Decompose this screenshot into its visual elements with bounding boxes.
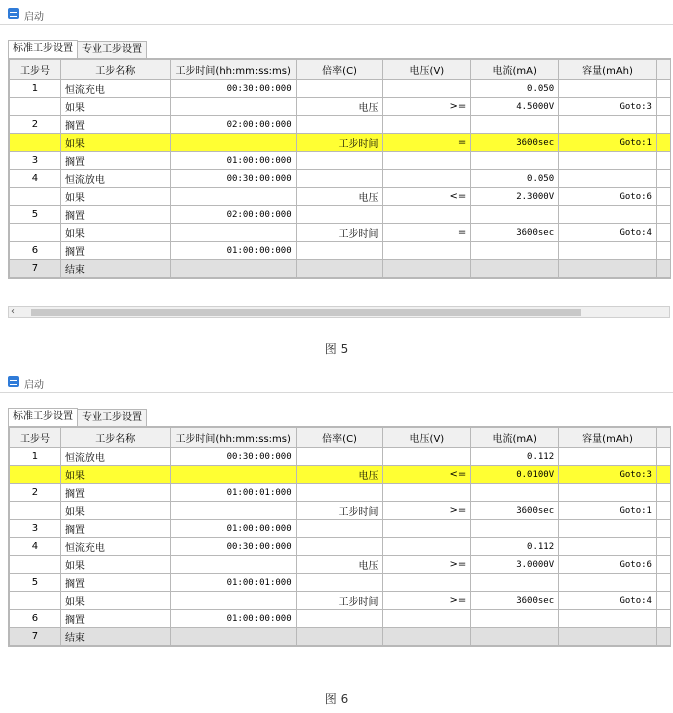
cell-step-no[interactable]: [10, 188, 61, 206]
cell-step-no[interactable]: [10, 592, 61, 610]
horizontal-scrollbar[interactable]: [8, 306, 670, 318]
cell-rate[interactable]: [296, 242, 383, 260]
column-header-capacity[interactable]: 容量(mAh): [559, 428, 657, 448]
cell-step-no[interactable]: 4: [10, 538, 61, 556]
column-header-step-time[interactable]: 工步时间(hh:mm:ss:ms): [170, 428, 296, 448]
cell-step-no[interactable]: 5: [10, 574, 61, 592]
cell-step-no[interactable]: 7: [10, 628, 61, 646]
cell-current[interactable]: [471, 260, 559, 278]
cell-rate[interactable]: [296, 520, 383, 538]
cell-step-no[interactable]: [10, 466, 61, 484]
cell-capacity[interactable]: [559, 484, 657, 502]
table-row[interactable]: [10, 448, 671, 466]
cell-current[interactable]: [471, 116, 559, 134]
cell-overflow: [656, 242, 670, 260]
cell-voltage[interactable]: =: [383, 224, 471, 242]
cell-step-no[interactable]: 2: [10, 484, 61, 502]
cell-capacity[interactable]: [559, 538, 657, 556]
cell-voltage[interactable]: [383, 260, 471, 278]
cell-step-no[interactable]: 1: [10, 448, 61, 466]
cell-step-no[interactable]: 6: [10, 610, 61, 628]
cell-voltage[interactable]: [383, 448, 471, 466]
cell-voltage[interactable]: >=: [383, 502, 471, 520]
cell-current[interactable]: 0.112: [471, 448, 559, 466]
cell-current[interactable]: [471, 610, 559, 628]
cell-overflow: [656, 152, 670, 170]
table-row[interactable]: [10, 188, 671, 206]
cell-current[interactable]: 0.050: [471, 80, 559, 98]
cell-capacity[interactable]: [559, 574, 657, 592]
cell-voltage[interactable]: [383, 520, 471, 538]
cell-step-time[interactable]: [170, 98, 296, 116]
cell-voltage[interactable]: >=: [383, 556, 471, 574]
table-row[interactable]: [10, 152, 671, 170]
step-table: [9, 59, 671, 278]
tab-bar: [8, 40, 146, 58]
cell-step-time[interactable]: 01:00:00:000: [170, 610, 296, 628]
cell-step-name[interactable]: 搁置: [60, 520, 170, 538]
cell-step-time[interactable]: 01:00:00:000: [170, 242, 296, 260]
table-row[interactable]: [10, 592, 671, 610]
cell-overflow: [656, 188, 670, 206]
cell-overflow: [656, 260, 670, 278]
table-row[interactable]: [10, 98, 671, 116]
cell-voltage[interactable]: [383, 170, 471, 188]
cell-capacity[interactable]: [559, 170, 657, 188]
column-header-voltage[interactable]: 电压(V): [383, 428, 471, 448]
cell-step-no[interactable]: 4: [10, 170, 61, 188]
cell-capacity[interactable]: Goto:4: [559, 224, 657, 242]
cell-step-name[interactable]: 如果: [60, 98, 170, 116]
cell-step-name[interactable]: 搁置: [60, 242, 170, 260]
cell-rate[interactable]: [296, 170, 383, 188]
cell-rate[interactable]: [296, 484, 383, 502]
column-header-rate[interactable]: 倍率(C): [296, 60, 383, 80]
cell-overflow: [656, 80, 670, 98]
cell-voltage[interactable]: [383, 152, 471, 170]
tab-standard-step[interactable]: 标准工步设置: [8, 40, 78, 59]
cell-current[interactable]: 3600sec: [471, 502, 559, 520]
cell-overflow: [656, 502, 670, 520]
cell-step-time[interactable]: [170, 466, 296, 484]
cell-capacity[interactable]: Goto:6: [559, 556, 657, 574]
table-header: [10, 60, 671, 80]
cell-overflow: [656, 224, 670, 242]
table-row[interactable]: [10, 242, 671, 260]
cell-step-name[interactable]: 搁置: [60, 116, 170, 134]
cell-overflow: [656, 206, 670, 224]
cell-current[interactable]: 3.0000V: [471, 556, 559, 574]
window-title: 启动: [24, 380, 44, 391]
cell-step-no[interactable]: 2: [10, 116, 61, 134]
column-header-overflow: [656, 60, 670, 80]
column-header-step-name[interactable]: 工步名称: [60, 60, 170, 80]
cell-overflow: [656, 116, 670, 134]
cell-rate[interactable]: 工步时间: [296, 502, 383, 520]
figure-6-panel: [0, 368, 673, 706]
cell-rate[interactable]: [296, 260, 383, 278]
cell-capacity[interactable]: [559, 242, 657, 260]
table-row[interactable]: [10, 116, 671, 134]
column-header-capacity[interactable]: 容量(mAh): [559, 60, 657, 80]
cell-current[interactable]: [471, 574, 559, 592]
cell-step-time[interactable]: 01:00:01:000: [170, 484, 296, 502]
cell-step-no[interactable]: [10, 502, 61, 520]
table-row[interactable]: [10, 206, 671, 224]
cell-step-name[interactable]: 恒流放电: [60, 448, 170, 466]
cell-capacity[interactable]: Goto:6: [559, 188, 657, 206]
cell-voltage[interactable]: [383, 242, 471, 260]
cell-overflow: [656, 466, 670, 484]
cell-step-name[interactable]: 如果: [60, 556, 170, 574]
cell-voltage[interactable]: >=: [383, 98, 471, 116]
app-window-icon: [8, 376, 19, 387]
table-row[interactable]: [10, 556, 671, 574]
cell-current[interactable]: [471, 628, 559, 646]
cell-voltage[interactable]: [383, 574, 471, 592]
table-body: [10, 448, 671, 646]
cell-capacity[interactable]: [559, 628, 657, 646]
cell-capacity[interactable]: Goto:3: [559, 98, 657, 116]
cell-step-time[interactable]: 01:00:00:000: [170, 520, 296, 538]
cell-rate[interactable]: [296, 116, 383, 134]
cell-step-name[interactable]: 恒流放电: [60, 170, 170, 188]
table-row[interactable]: [10, 628, 671, 646]
table-row[interactable]: [10, 134, 671, 152]
cell-rate[interactable]: 电压: [296, 556, 383, 574]
cell-step-time[interactable]: 01:00:01:000: [170, 574, 296, 592]
cell-rate[interactable]: 工步时间: [296, 224, 383, 242]
figure-5-panel: [0, 0, 673, 356]
cell-capacity[interactable]: Goto:1: [559, 502, 657, 520]
cell-rate[interactable]: [296, 628, 383, 646]
app-window-icon: [8, 8, 19, 19]
cell-voltage[interactable]: [383, 484, 471, 502]
table-row[interactable]: [10, 260, 671, 278]
cell-overflow: [656, 628, 670, 646]
cell-step-no[interactable]: 1: [10, 80, 61, 98]
cell-step-no[interactable]: 5: [10, 206, 61, 224]
cell-current[interactable]: 0.0100V: [471, 466, 559, 484]
cell-overflow: [656, 448, 670, 466]
cell-step-no[interactable]: 3: [10, 152, 61, 170]
column-header-current[interactable]: 电流(mA): [471, 60, 559, 80]
step-table-wrapper: [8, 426, 671, 647]
cell-step-time[interactable]: [170, 134, 296, 152]
window-title: 启动: [24, 12, 44, 23]
cell-step-time[interactable]: 00:30:00:000: [170, 170, 296, 188]
table-row[interactable]: [10, 170, 671, 188]
cell-current[interactable]: [471, 484, 559, 502]
scroll-left-arrow-icon[interactable]: ‹: [11, 306, 15, 317]
cell-current[interactable]: 3600sec: [471, 592, 559, 610]
cell-step-no[interactable]: 3: [10, 520, 61, 538]
column-header-current[interactable]: 电流(mA): [471, 428, 559, 448]
table-row[interactable]: [10, 502, 671, 520]
cell-overflow: [656, 134, 670, 152]
cell-step-name[interactable]: 如果: [60, 502, 170, 520]
cell-voltage[interactable]: [383, 116, 471, 134]
cell-step-time[interactable]: 00:30:00:000: [170, 538, 296, 556]
column-header-overflow: [656, 428, 670, 448]
cell-overflow: [656, 574, 670, 592]
cell-step-name[interactable]: 如果: [60, 592, 170, 610]
table-row[interactable]: [10, 224, 671, 242]
cell-voltage[interactable]: [383, 80, 471, 98]
cell-step-time[interactable]: [170, 556, 296, 574]
column-header-voltage[interactable]: 电压(V): [383, 60, 471, 80]
cell-voltage[interactable]: =: [383, 134, 471, 152]
cell-rate[interactable]: 电压: [296, 98, 383, 116]
cell-voltage[interactable]: <=: [383, 466, 471, 484]
window-titlebar: [0, 6, 673, 25]
table-row[interactable]: [10, 610, 671, 628]
cell-capacity[interactable]: Goto:3: [559, 466, 657, 484]
cell-step-time[interactable]: 02:00:00:000: [170, 206, 296, 224]
cell-capacity[interactable]: [559, 152, 657, 170]
cell-overflow: [656, 520, 670, 538]
cell-step-time[interactable]: [170, 188, 296, 206]
cell-step-name[interactable]: 搁置: [60, 206, 170, 224]
cell-rate[interactable]: 电压: [296, 188, 383, 206]
tab-professional-step[interactable]: 专业工步设置: [77, 41, 147, 59]
cell-step-no[interactable]: 6: [10, 242, 61, 260]
cell-current[interactable]: 4.5000V: [471, 98, 559, 116]
cell-step-name[interactable]: 结束: [60, 628, 170, 646]
cell-overflow: [656, 592, 670, 610]
cell-step-name[interactable]: 结束: [60, 260, 170, 278]
scrollbar-thumb[interactable]: [31, 309, 581, 316]
cell-voltage[interactable]: [383, 610, 471, 628]
cell-current[interactable]: [471, 520, 559, 538]
cell-voltage[interactable]: [383, 538, 471, 556]
cell-step-time[interactable]: 02:00:00:000: [170, 116, 296, 134]
cell-step-name[interactable]: 如果: [60, 466, 170, 484]
cell-voltage[interactable]: <=: [383, 188, 471, 206]
cell-current[interactable]: 3600sec: [471, 224, 559, 242]
cell-step-name[interactable]: 搁置: [60, 610, 170, 628]
cell-step-name[interactable]: 搁置: [60, 152, 170, 170]
table-row[interactable]: [10, 80, 671, 98]
cell-voltage[interactable]: >=: [383, 592, 471, 610]
cell-current[interactable]: 0.050: [471, 170, 559, 188]
cell-rate[interactable]: [296, 152, 383, 170]
cell-step-time[interactable]: [170, 628, 296, 646]
cell-rate[interactable]: 工步时间: [296, 134, 383, 152]
cell-current[interactable]: 0.112: [471, 538, 559, 556]
cell-overflow: [656, 484, 670, 502]
column-header-step-time[interactable]: 工步时间(hh:mm:ss:ms): [170, 60, 296, 80]
cell-capacity[interactable]: [559, 448, 657, 466]
cell-rate[interactable]: [296, 206, 383, 224]
cell-rate[interactable]: [296, 574, 383, 592]
cell-rate[interactable]: 工步时间: [296, 592, 383, 610]
cell-step-time[interactable]: 00:30:00:000: [170, 448, 296, 466]
cell-overflow: [656, 538, 670, 556]
figure-caption: 图 5: [324, 342, 349, 356]
step-table-wrapper: [8, 58, 671, 279]
cell-capacity[interactable]: [559, 610, 657, 628]
table-row[interactable]: [10, 520, 671, 538]
cell-step-name[interactable]: 搁置: [60, 484, 170, 502]
cell-current[interactable]: 3600sec: [471, 134, 559, 152]
cell-step-no[interactable]: [10, 224, 61, 242]
cell-capacity[interactable]: [559, 116, 657, 134]
tab-bar: [8, 408, 146, 426]
cell-step-name[interactable]: 恒流充电: [60, 80, 170, 98]
table-row[interactable]: [10, 574, 671, 592]
figure-caption: 图 6: [324, 692, 349, 706]
table-row[interactable]: [10, 538, 671, 556]
cell-overflow: [656, 170, 670, 188]
column-header-step-no[interactable]: 工步号: [10, 428, 61, 448]
cell-capacity[interactable]: [559, 260, 657, 278]
cell-step-name[interactable]: 如果: [60, 224, 170, 242]
cell-capacity[interactable]: [559, 80, 657, 98]
cell-rate[interactable]: [296, 448, 383, 466]
cell-step-name[interactable]: 如果: [60, 188, 170, 206]
cell-voltage[interactable]: [383, 628, 471, 646]
cell-current[interactable]: [471, 206, 559, 224]
cell-capacity[interactable]: [559, 206, 657, 224]
column-header-step-no[interactable]: 工步号: [10, 60, 61, 80]
column-header-rate[interactable]: 倍率(C): [296, 428, 383, 448]
cell-step-time[interactable]: 00:30:00:000: [170, 80, 296, 98]
cell-rate[interactable]: [296, 610, 383, 628]
cell-step-no[interactable]: [10, 556, 61, 574]
cell-voltage[interactable]: [383, 206, 471, 224]
cell-step-name[interactable]: 恒流充电: [60, 538, 170, 556]
cell-overflow: [656, 98, 670, 116]
table-row[interactable]: [10, 466, 671, 484]
tab-professional-step[interactable]: 专业工步设置: [77, 409, 147, 427]
column-header-step-name[interactable]: 工步名称: [60, 428, 170, 448]
cell-overflow: [656, 610, 670, 628]
cell-capacity[interactable]: Goto:4: [559, 592, 657, 610]
cell-rate[interactable]: [296, 80, 383, 98]
cell-rate[interactable]: [296, 538, 383, 556]
cell-capacity[interactable]: [559, 520, 657, 538]
cell-current[interactable]: 2.3000V: [471, 188, 559, 206]
table-header: [10, 428, 671, 448]
cell-capacity[interactable]: Goto:1: [559, 134, 657, 152]
step-table: [9, 427, 671, 646]
table-body: [10, 80, 671, 278]
window-titlebar: [0, 374, 673, 393]
cell-step-name[interactable]: 如果: [60, 134, 170, 152]
cell-current[interactable]: [471, 242, 559, 260]
cell-step-no[interactable]: [10, 134, 61, 152]
table-row[interactable]: [10, 484, 671, 502]
cell-step-time[interactable]: [170, 224, 296, 242]
cell-step-time[interactable]: [170, 502, 296, 520]
cell-step-no[interactable]: 7: [10, 260, 61, 278]
cell-step-time[interactable]: [170, 592, 296, 610]
cell-rate[interactable]: 电压: [296, 466, 383, 484]
cell-step-no[interactable]: [10, 98, 61, 116]
tab-standard-step[interactable]: 标准工步设置: [8, 408, 78, 427]
cell-step-name[interactable]: 搁置: [60, 574, 170, 592]
cell-step-time[interactable]: 01:00:00:000: [170, 152, 296, 170]
cell-overflow: [656, 556, 670, 574]
cell-current[interactable]: [471, 152, 559, 170]
cell-step-time[interactable]: [170, 260, 296, 278]
